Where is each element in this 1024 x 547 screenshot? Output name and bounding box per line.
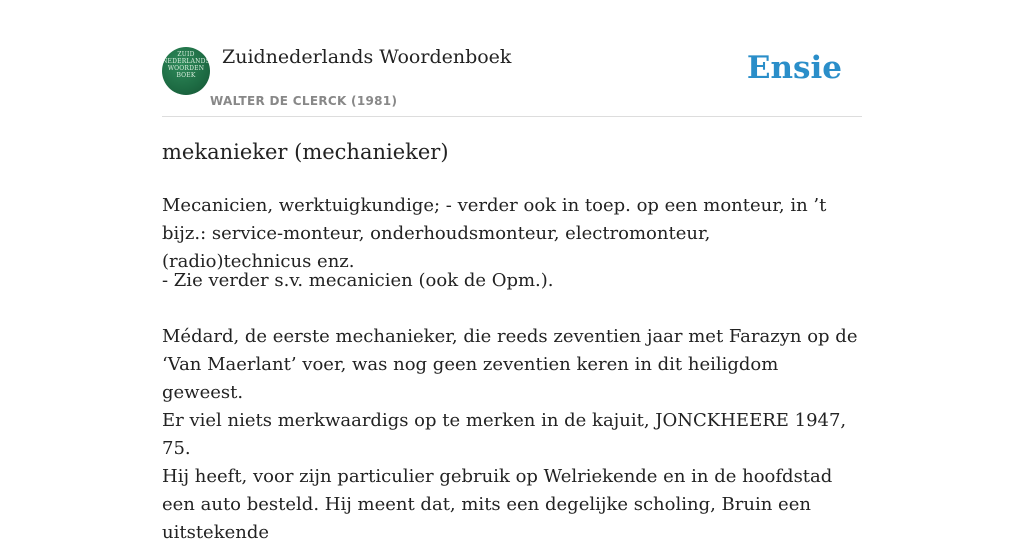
dictionary-logo[interactable] [162, 47, 210, 95]
page-container [162, 0, 862, 543]
logo-text-line: ZUID [177, 51, 195, 58]
ensie-brand-link[interactable]: Ensie [746, 50, 842, 86]
entry-example-quote: Er viel niets merkwaardigs op te merken in de kajuit, JONCKHEERE 1947, 75. [162, 410, 847, 459]
entry-example-quote: Médard, de eerste mechanieker, die reeds zeventien jaar met Farazyn op de ‘Van Maerlant’ voer, was nog geen zeventien keren in dit heiligdom geweest. [162, 326, 858, 403]
logo-text-line: BOEK [176, 72, 196, 79]
entry-definition: Mecanicien, werktuigkundige; - verder ook in toep. op een monteur, in ’t bijz.: service-monteur, onderhoudsmonteur, electromonteur, (radio)technicus enz. [162, 195, 827, 272]
dictionary-author: WALTER DE CLERCK (1981) [210, 94, 398, 108]
entry-cross-reference: - Zie verder s.v. mecanicien (ook de Opm.). [162, 270, 554, 291]
entry-title: mekanieker (mechanieker) [162, 140, 449, 164]
logo-text-line: WOORDEN [167, 65, 205, 72]
dictionary-header [162, 0, 862, 117]
logo-text-line: NEDERLANDS [162, 58, 210, 65]
entry-example-quote: Hij heeft, voor zijn particulier gebruik op Welriekende en in de hoofdstad een auto besteld. Hij meent dat, mits een degelijke scholing, Bruin een uitstekende [162, 466, 833, 543]
dictionary-title-link[interactable]: Zuidnederlands Woordenboek [222, 46, 512, 68]
